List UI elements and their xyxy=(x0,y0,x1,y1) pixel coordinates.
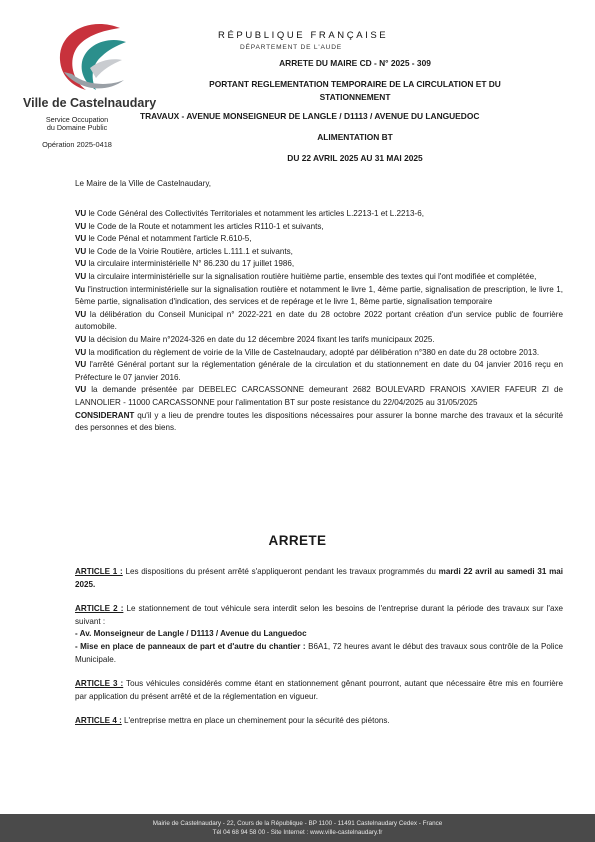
departement: DÉPARTEMENT DE L'AUDE xyxy=(240,44,342,51)
vu-list xyxy=(75,208,563,435)
castelnaudary-emblem-icon xyxy=(50,20,132,96)
title-travaux: TRAVAUX - AVENUE MONSEIGNEUR DE LANGLE / D1113 / AVENUE DU LANGUEDOC xyxy=(140,111,480,121)
title-portant: PORTANT REGLEMENTATION TEMPORAIRE DE LA CIRCULATION ET DU xyxy=(209,79,501,89)
vu-item: VU la modification du règlement de voirie de la Ville de Castelnaudary, adopté par délibération n°380 en date du 28 octobre 2013. xyxy=(75,347,540,357)
title-alimentation: ALIMENTATION BT xyxy=(317,132,393,142)
articles xyxy=(75,566,563,728)
service-line-2: du Domaine Public xyxy=(46,123,108,133)
article-1: ARTICLE 1 : Les dispositions du présent arrêté s'appliqueront pendant les travaux programmés du mardi 22 avril au samedi 31 mai 2025. xyxy=(75,567,564,589)
vu-item: VU le Code de la Voirie Routière, articles L.111.1 et suivants, xyxy=(75,246,293,256)
vu-item: VU la circulaire interministérielle sur la signalisation routière huitième partie, ensemble des textes qui l'ont modifiée et complétée, xyxy=(75,271,537,281)
service-line-1: Service Occupation xyxy=(45,115,109,124)
footer-address: Mairie de Castelnaudary - 22, Cours de la République - BP 1100 - 11491 Castelnaudary Cedex - France xyxy=(152,820,443,827)
considerant-item: CONSIDERANT qu'il y a lieu de prendre toutes les dispositions nécessaires pour assurer la bonne marche des travaux et la sécurité des personnes et des biens. xyxy=(75,410,563,433)
intro-line: Le Maire de la Ville de Castelnaudary, xyxy=(75,179,212,188)
article-2-signage: - Mise en place de panneaux de part et d'autre du chantier : B6A1, 72 heures avant le début des travaux sous contrôle de la Police Municipale. xyxy=(75,641,563,664)
town-logo xyxy=(30,20,150,96)
article-4: ARTICLE 4 : L'entreprise mettra en place un cheminement pour la sécurité des piétons. xyxy=(75,716,390,726)
article-2: ARTICLE 2 : Le stationnement de tout véhicule sera interdit selon les besoins de l'entreprise durant la période des travaux sur l'axe suivant : xyxy=(75,604,564,626)
vu-item: VU le Code Général des Collectivités Territoriales et notamment les articles L.2213-1 et L.2213-6, xyxy=(75,209,424,218)
title-dates: DU 22 AVRIL 2025 AU 31 MAI 2025 xyxy=(287,153,423,163)
operation-number: Opération 2025-0418 xyxy=(42,139,112,149)
vu-item: VU la demande présentée par DEBELEC CARCASSONNE demeurant 2682 BOULEVARD FRANOIS XAVIER FAFEUR ZI de LANNOLIER - 11000 CARCASSONNE pour l'alimentation BT sur poste resistance du 22/04/2025 au 31/05/2025 xyxy=(75,385,563,407)
republique-francaise: RÉPUBLIQUE FRANÇAISE xyxy=(218,30,389,41)
title-stationnement: STATIONNEMENT xyxy=(319,92,391,102)
vu-item: Vu l'instruction interministérielle sur la signalisation routière et notamment le livre 1, 4ème partie, signalisation de prescription, le livre 1, 5ème partie, signalisation d'indication, des services et de repérage et le livre 1, 8ème partie, signalisation temporaire xyxy=(75,284,563,307)
arrete-number: ARRETE DU MAIRE CD - N° 2025 - 309 xyxy=(279,58,431,68)
service-box xyxy=(22,116,132,149)
article-2-axis: - Av. Monseigneur de Langle / D1113 / Avenue du Languedoc xyxy=(75,629,307,639)
vu-item: VU la décision du Maire n°2024-326 en date du 12 décembre 2024 fixant les tarifs municipaux 2025. xyxy=(75,334,435,344)
vu-item: VU le Code de la Route et notamment les articles R110-1 et suivants, xyxy=(75,221,324,231)
town-name: Ville de Castelnaudary xyxy=(23,96,157,110)
vu-item: VU l'arrêté Général portant sur la réglementation générale de la circulation et du stationnement en date du 04 janvier 2016 reçu en Préfecture le 07 janvier 2016. xyxy=(75,360,563,382)
page-footer xyxy=(0,814,595,842)
vu-item: VU la délibération du Conseil Municipal n° 2022-221 en date du 28 octobre 2022 portant création d'un service public de fourrière automobile. xyxy=(75,309,563,332)
article-3: ARTICLE 3 : Tous véhicules considérés comme étant en stationnement gênant pourront, autant que nécessaire être mis en fourrière par application du présent arrêté et de la réglementation en vigueur. xyxy=(75,679,563,701)
arrete-heading: ARRETE xyxy=(268,533,327,548)
vu-item: VU le Code Pénal et notamment l'article R.610-5, xyxy=(75,234,252,244)
footer-contact: Tél 04 68 94 58 00 - Site Internet : www.ville-castelnaudary.fr xyxy=(212,829,383,836)
vu-item: VU la circulaire interministérielle N° 86.230 du 17 juillet 1986, xyxy=(75,259,295,269)
